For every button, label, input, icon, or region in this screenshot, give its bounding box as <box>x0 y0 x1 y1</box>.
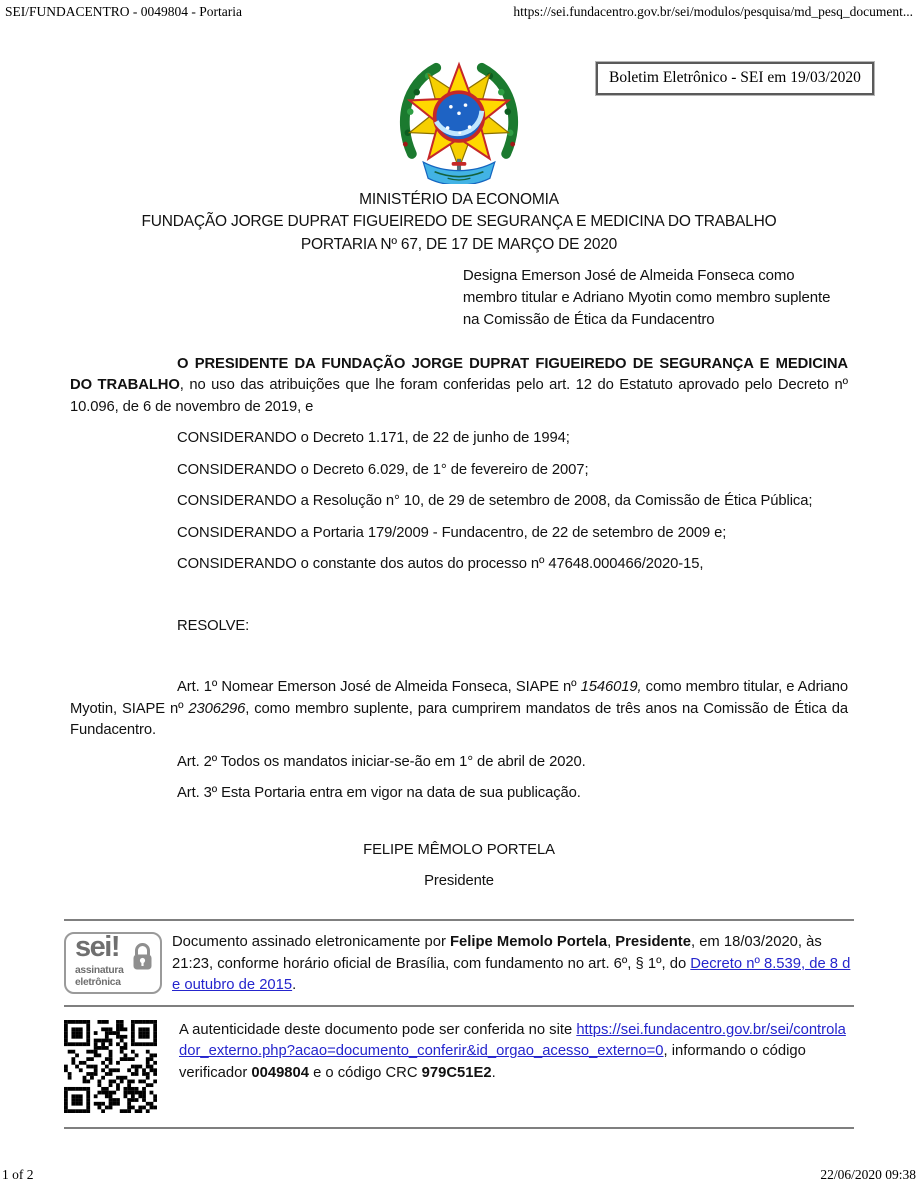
portaria-summary: Designa Emerson José de Almeida Fonseca como membro titular e Adriano Myotin como membro suplente na Comissão de Ética da Fundacentro <box>462 266 831 328</box>
verification-text-b: , informando o código verificador <box>179 1043 806 1081</box>
crc-code: 979C51E2 <box>421 1064 492 1081</box>
boletim-banner-text: Boletim Eletrônico - SEI em 19/03/2020 <box>609 69 861 86</box>
print-footer <box>2 1167 916 1183</box>
paragraph-art2: Art. 2º Todos os mandatos iniciar-se-ão em 1° de abril de 2020. <box>177 753 586 770</box>
signature-role: Presidente <box>615 934 691 950</box>
signer-role: Presidente <box>424 873 494 890</box>
document-body <box>70 189 848 893</box>
padlock-icon <box>130 942 155 972</box>
qr-code-cell <box>64 1020 172 1118</box>
paragraph-preamble <box>70 354 848 419</box>
paragraph-art3: Art. 3º Esta Portaria entra em vigor na data de sua publicação. <box>177 785 581 802</box>
preamble-bold: O PRESIDENTE DA FUNDAÇÃO JORGE DUPRAT FIGUEIREDO DE SEGURANÇA E MEDICINA DO TRABALHO <box>70 355 848 394</box>
verification-row <box>64 1005 854 1129</box>
qr-code <box>64 1020 157 1113</box>
print-footer-timestamp: 22/06/2020 09:38 <box>820 1167 916 1182</box>
sei-logo-subtitle: assinatura eletrônica <box>75 965 124 988</box>
verifier-code: 0049804 <box>251 1064 309 1081</box>
paragraph-considerando-3: CONSIDERANDO a Resolução n° 10, de 29 de setembro de 2008, da Comissão de Ética Pública; <box>177 493 813 510</box>
brazil-coat-of-arms <box>398 58 520 184</box>
paragraph-considerando-5: CONSIDERANDO o constante dos autos do processo nº 47648.000466/2020-15, <box>177 556 704 573</box>
verification-url-link[interactable]: https://sei.fundacentro.gov.br/sei/controlador_externo.php?acao=documento_conferir&id_orgao_acesso_externo=0 <box>179 1021 846 1059</box>
print-footer-page-number: 1 of 2 <box>2 1167 34 1182</box>
print-header <box>5 4 913 20</box>
art1-text-c: , como membro suplente, para cumprirem mandatos de três anos na Comissão de Ética da Fundacentro. <box>70 700 848 739</box>
art1-text-a: Art. 1º Nomear Emerson José de Almeida Fonseca, SIAPE nº <box>177 679 581 696</box>
signature-text-b: , em 18/03/2020, às 21:23, conforme horário oficial de Brasília, com fundamento no art. 6º, § 1º, do <box>172 934 822 972</box>
signature-signer: Felipe Memolo Portela <box>450 934 608 950</box>
verification-statement <box>172 1020 854 1085</box>
paragraph-considerando-2: CONSIDERANDO o Decreto 6.029, de 1° de fevereiro de 2007; <box>177 461 589 478</box>
sei-signature-badge <box>64 932 172 994</box>
heading-ministry: MINISTÉRIO DA ECONOMIA <box>359 191 559 208</box>
paragraph-considerando-4: CONSIDERANDO a Portaria 179/2009 - Fundacentro, de 22 de setembro de 2009 e; <box>177 524 727 541</box>
art1-text-b: como membro titular, e Adriano Myotin, SIAPE nº <box>70 679 848 717</box>
verification-text-c: e o código CRC <box>308 1064 422 1081</box>
art1-siape-1: 1546019, <box>580 679 642 696</box>
signature-sep: , <box>607 934 616 950</box>
verification-text-a: A autenticidade deste documento pode ser conferida no site <box>179 1021 577 1038</box>
electronic-signature-row <box>64 919 854 1005</box>
signature-text-c: . <box>292 977 297 993</box>
signer-name: FELIPE MÊMOLO PORTELA <box>363 841 555 858</box>
heading-foundation: FUNDAÇÃO JORGE DUPRAT FIGUEIREDO DE SEGURANÇA E MEDICINA DO TRABALHO <box>141 213 777 231</box>
boletim-banner <box>596 62 874 95</box>
signature-statement <box>172 932 854 997</box>
paragraph-resolve: RESOLVE: <box>177 617 250 634</box>
heading-portaria-number: PORTARIA Nº 67, DE 17 DE MARÇO DE 2020 <box>300 235 618 253</box>
paragraph-considerando-1: CONSIDERANDO o Decreto 1.171, de 22 de junho de 1994; <box>177 430 570 447</box>
signature-text-a: Documento assinado eletronicamente por <box>172 934 451 950</box>
art1-siape-2: 2306296 <box>188 700 246 717</box>
decree-link[interactable]: Decreto nº 8.539, de 8 de outubro de 2015 <box>172 955 851 993</box>
sei-logo <box>64 932 162 994</box>
brazil-coat-of-arms-icon <box>398 58 520 184</box>
preamble-rest: , no uso das atribuições que lhe foram conferidas pelo art. 12 do Estatuto aprovado pelo Decreto nº 10.096, de 6 de novembro de 2019, e <box>70 377 848 415</box>
stamp-table <box>64 919 854 1129</box>
print-header-document-title: SEI/FUNDACENTRO - 0049804 - Portaria <box>5 4 242 19</box>
print-header-url: https://sei.fundacentro.gov.br/sei/modulos/pesquisa/md_pesq_document... <box>513 4 913 19</box>
document-heading <box>70 189 848 256</box>
paragraph-art1 <box>70 677 848 742</box>
sei-logo-word: sei! <box>75 931 119 963</box>
verification-text-d: . <box>491 1064 496 1081</box>
